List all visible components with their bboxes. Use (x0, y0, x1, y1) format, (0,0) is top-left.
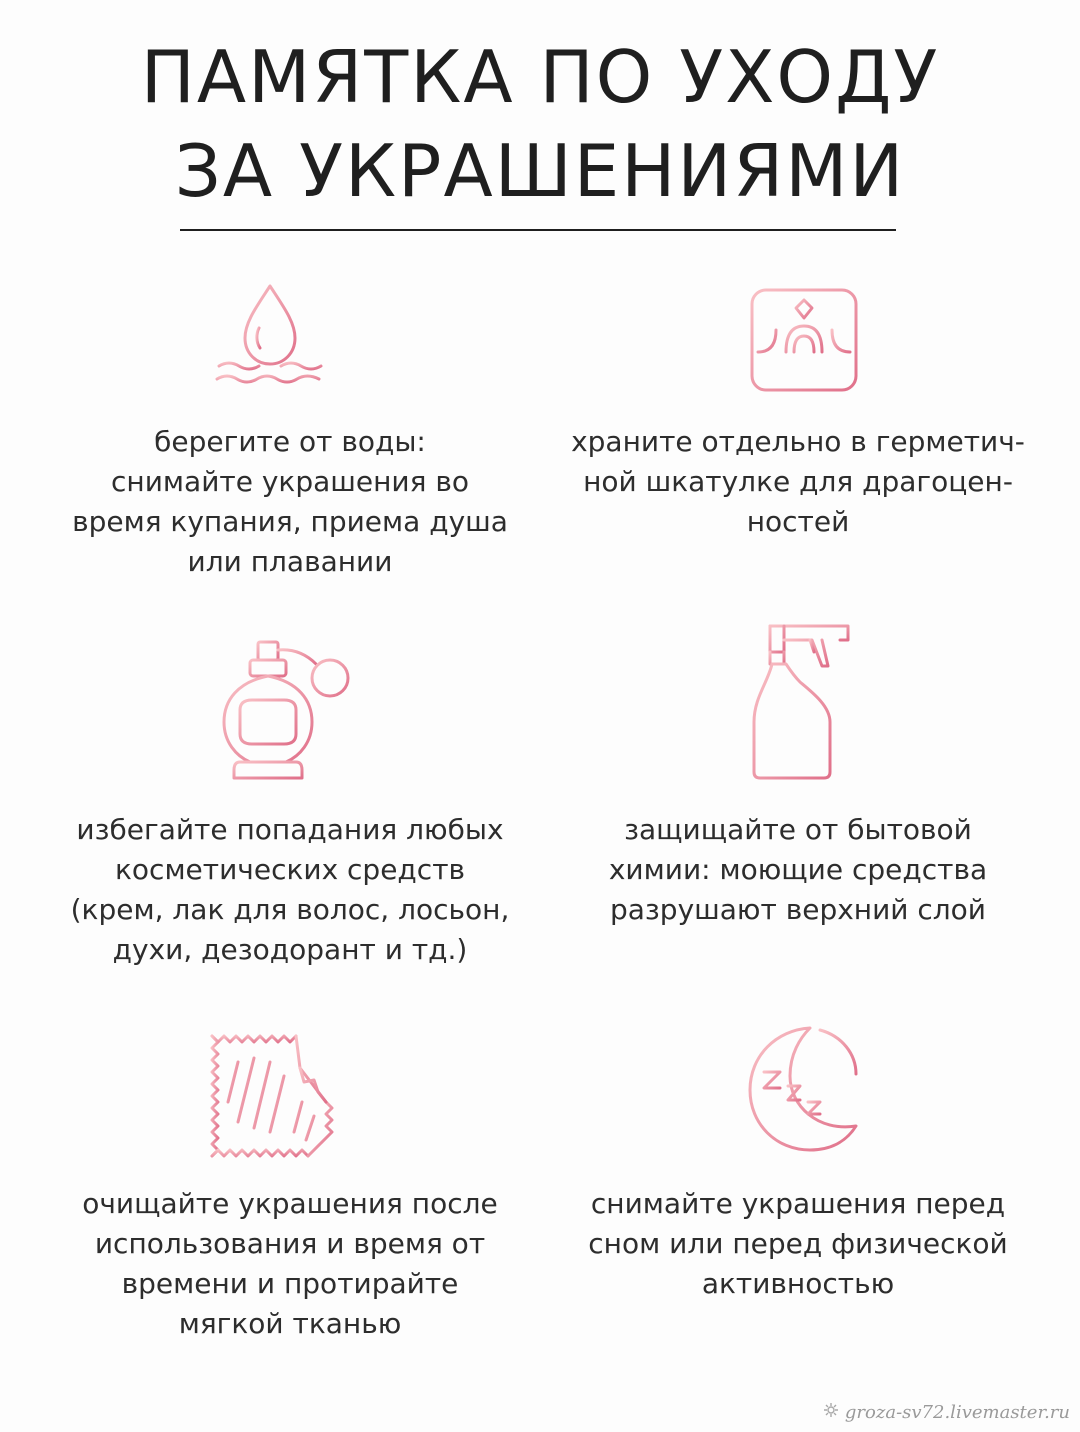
title-divider (180, 229, 896, 231)
tip-line: избегайте попадания любых (76, 813, 504, 846)
watermark-text: groza-sv72.livemaster.ru (844, 1402, 1070, 1423)
tip-line: храните отдельно в герметич- (571, 425, 1025, 458)
tip-line: ной шкатулке для драгоцен- (583, 465, 1013, 498)
tip-caption-cosmetics (40, 810, 540, 970)
tip-caption-sleep (548, 1184, 1048, 1304)
tip-line: очищайте украшения после (82, 1187, 498, 1220)
perfume-bottle-icon (220, 638, 354, 784)
tip-line: использования и время от (94, 1227, 486, 1260)
watermark (823, 1402, 1070, 1423)
moon-sleep-icon (746, 1022, 862, 1154)
tip-line: активностью (701, 1267, 895, 1300)
page-title (0, 30, 1080, 218)
tip-line: (крем, лак для волос, лосьон, (70, 893, 510, 926)
title-line-2: ЗА УКРАШЕНИЯМИ (174, 129, 906, 213)
tip-line: разрушают верхний слой (609, 893, 987, 926)
title-line-1: ПАМЯТКА ПО УХОДУ (140, 35, 940, 119)
tip-line: время купания, приема душа (72, 505, 508, 538)
tip-line: снимайте украшения во (111, 465, 469, 498)
tip-line: мягкой тканью (178, 1307, 402, 1340)
tip-caption-cleaning (40, 1184, 540, 1344)
jewelry-box-icon (746, 286, 862, 394)
tip-line: берегите от воды: (154, 425, 426, 458)
tip-line: химии: моющие средства (608, 853, 988, 886)
tip-line: ностей (746, 505, 850, 538)
livemaster-logo-icon (823, 1402, 839, 1423)
tip-line: снимайте украшения перед (590, 1187, 1006, 1220)
tip-line: защищайте от бытовой (624, 813, 972, 846)
tip-line: времени и протирайте (121, 1267, 459, 1300)
tip-line: духи, дезодорант и тд.) (112, 933, 468, 966)
water-drop-icon (215, 282, 325, 392)
tip-line: сном или перед физической (588, 1227, 1008, 1260)
tip-caption-chemicals (548, 810, 1048, 930)
tip-line: косметических средств (115, 853, 465, 886)
spray-bottle-icon (750, 622, 854, 782)
tip-line: или плавании (187, 545, 393, 578)
tip-caption-water (40, 422, 540, 582)
cloth-icon (208, 1032, 338, 1160)
tip-caption-storage (548, 422, 1048, 542)
